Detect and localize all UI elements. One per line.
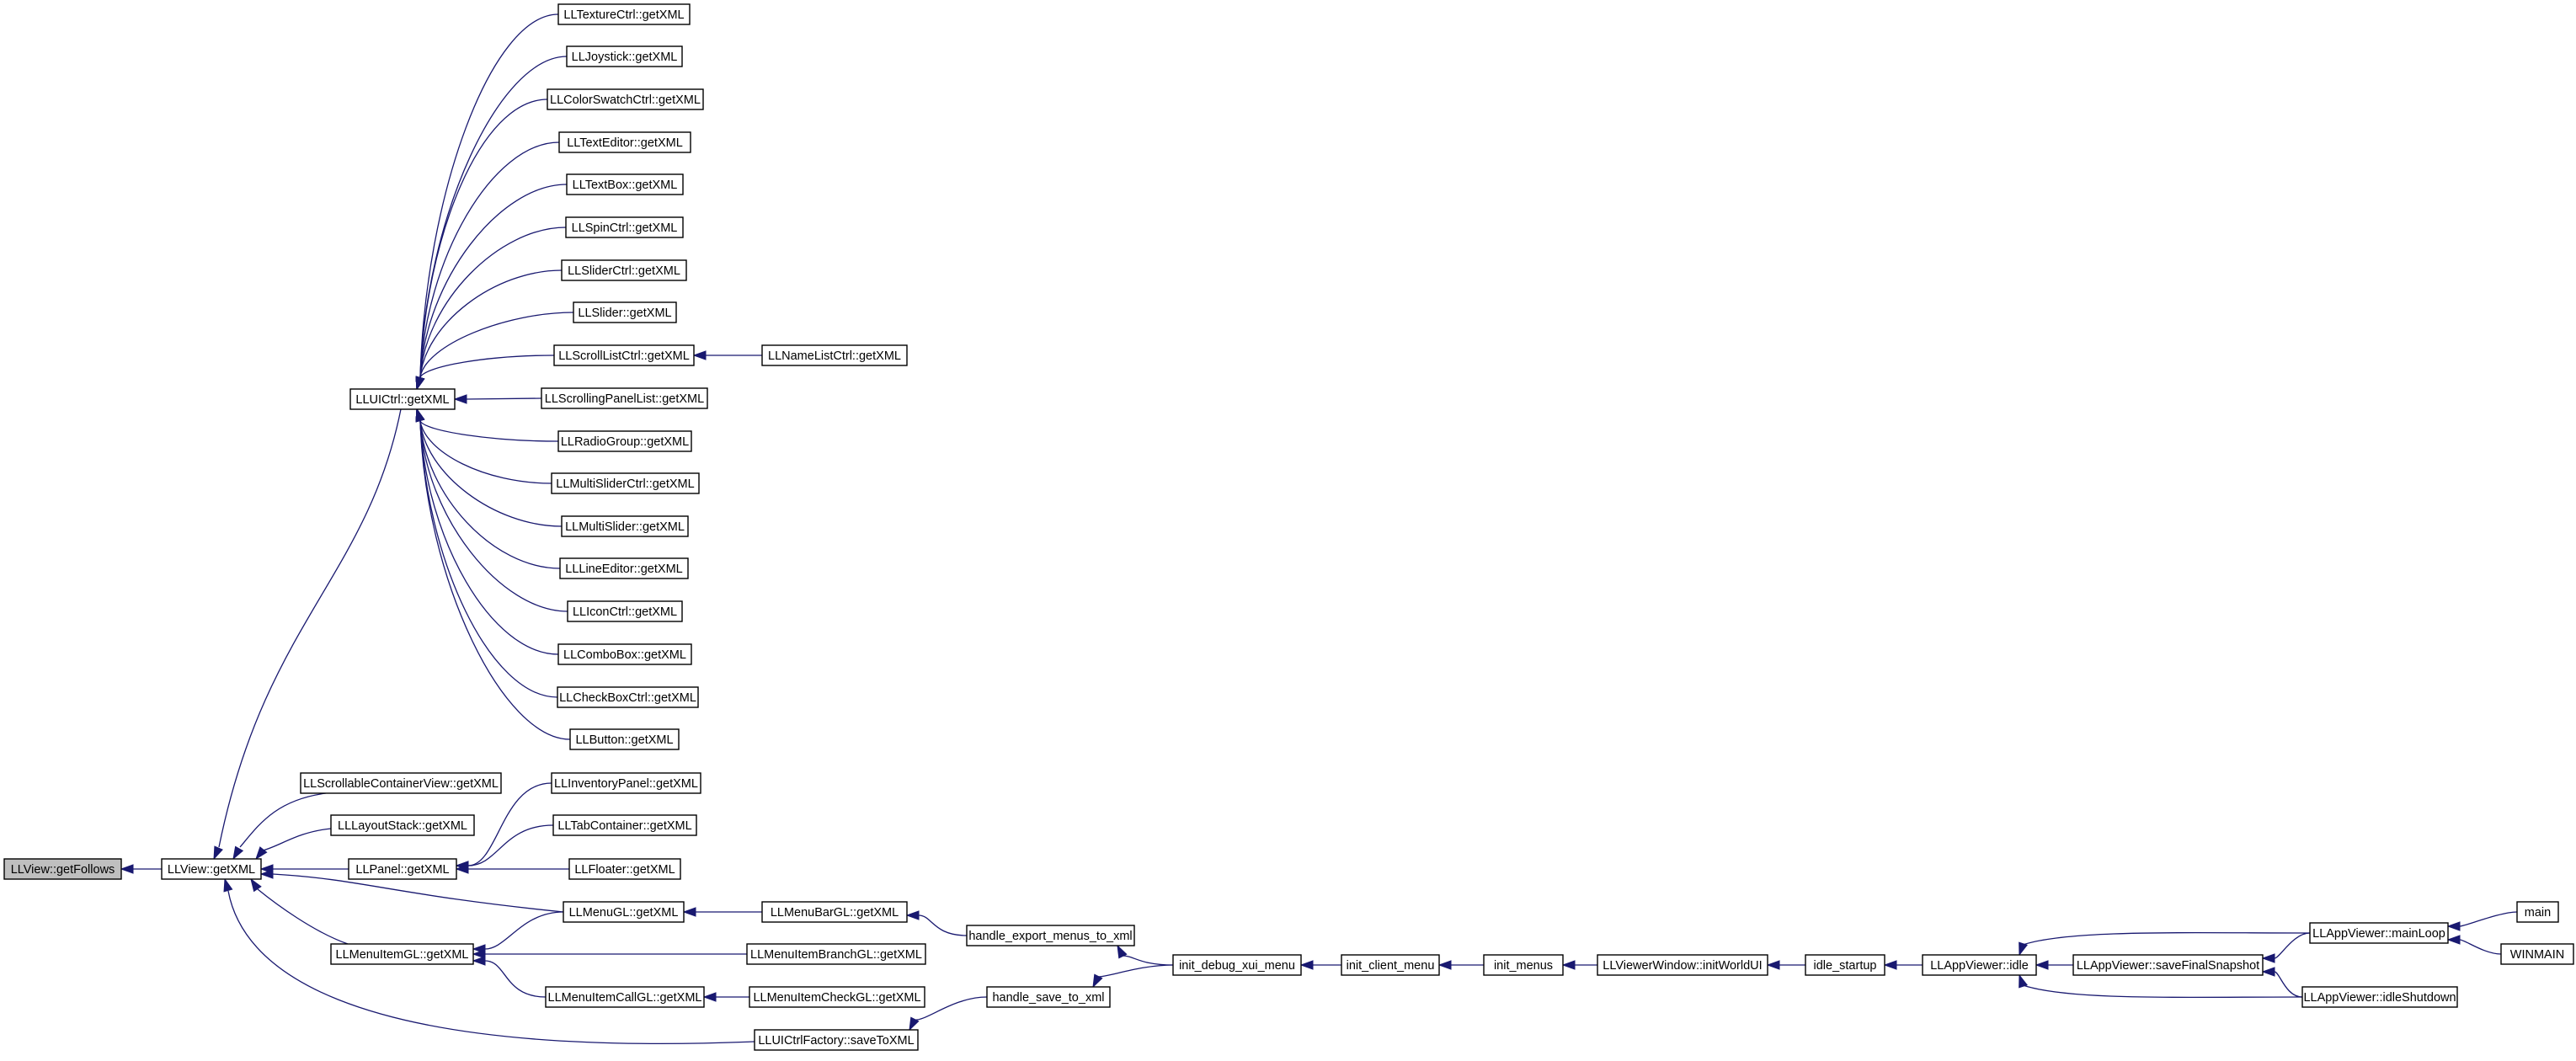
node-uictrl[interactable] [350, 389, 455, 409]
call-edge-namelist-to-scrolllist [694, 351, 762, 360]
call-edge-scrollcontainer-to-viewGetXML [233, 793, 326, 859]
arrowhead [2448, 936, 2460, 944]
call-edge-slider-to-uictrl [416, 312, 573, 389]
node-radiogroup[interactable] [558, 431, 691, 451]
call-edge-menucall-to-menuitemgl [473, 957, 546, 997]
node-exportmenus[interactable] [967, 925, 1134, 946]
node-menubranch[interactable] [747, 944, 925, 964]
call-edge-menugl-to-menuitemgl [473, 912, 563, 953]
node-label: LLTextBox::getXML [572, 179, 678, 192]
node-layoutstack[interactable] [331, 815, 474, 835]
node-label: LLJoystick::getXML [571, 51, 678, 64]
node-label: LLButton::getXML [575, 733, 674, 747]
node-label: LLMultiSlider::getXML [565, 520, 685, 534]
call-edge-radiogroup-to-uictrl [416, 409, 558, 441]
node-inventory[interactable] [552, 773, 701, 793]
node-label: LLAppViewer::idleShutdown [2303, 991, 2456, 1005]
node-label: handle_export_menus_to_xml [968, 930, 1133, 943]
node-winmain[interactable] [2501, 944, 2573, 964]
node-label: main [2524, 906, 2552, 920]
node-label: LLMenuGL::getXML [568, 906, 679, 920]
node-main[interactable] [2517, 902, 2558, 922]
call-edge-scrollpanel-to-uictrl [455, 395, 541, 403]
node-label: idle_startup [1813, 959, 1877, 973]
node-label: LLInventoryPanel::getXML [554, 777, 698, 791]
arrowhead [473, 957, 485, 965]
node-label: LLMenuItemCheckGL::getXML [753, 991, 921, 1005]
node-label: handle_save_to_xml [992, 991, 1105, 1005]
node-label: LLComboBox::getXML [563, 648, 686, 662]
node-label: LLLayoutStack::getXML [338, 819, 467, 833]
call-edge-sliderctrl-to-uictrl [416, 270, 562, 389]
node-label: LLSlider::getXML [578, 307, 672, 320]
arrowhead [416, 376, 424, 389]
node-colorswatch[interactable] [547, 89, 703, 109]
call-edge-menuitemgl-to-viewGetXML [251, 879, 348, 944]
arrowhead [1439, 961, 1451, 969]
call-edge-debugxui-to-savetoxml [1093, 965, 1173, 987]
call-edge-mainloop-to-appidle [2019, 933, 2310, 955]
node-menuitemgl[interactable] [331, 944, 473, 964]
call-edge-layoutstack-to-viewGetXML [256, 829, 331, 859]
call-edge-colorswatch-to-uictrl [416, 99, 547, 389]
node-menucheck[interactable] [749, 987, 925, 1007]
node-appidle[interactable] [1923, 955, 2036, 975]
node-label: LLTextureCtrl::getXML [563, 8, 685, 22]
arrowhead [2263, 954, 2275, 962]
node-floater[interactable] [569, 859, 680, 879]
call-edge-viewGetXML-to-getFollows [121, 865, 162, 873]
node-slider[interactable] [573, 302, 676, 323]
arrowhead [224, 879, 232, 892]
arrowhead [416, 409, 424, 422]
node-idleshutdown[interactable] [2302, 987, 2457, 1007]
arrowhead [214, 846, 222, 859]
node-label: LLMultiSliderCtrl::getXML [556, 477, 695, 491]
node-label: LLMenuBarGL::getXML [770, 906, 899, 920]
node-label: LLMenuItemCallGL::getXML [547, 991, 702, 1005]
node-combobox[interactable] [558, 644, 691, 664]
call-edge-main-to-mainloop [2448, 912, 2517, 930]
arrowhead [907, 911, 919, 920]
arrowhead [2036, 961, 2048, 969]
node-label: WINMAIN [2509, 948, 2565, 962]
arrowhead [251, 879, 261, 891]
node-label: LLAppViewer::idle [1930, 959, 2029, 973]
arrowhead [2263, 968, 2275, 976]
node-spinctrl[interactable] [566, 217, 683, 237]
node-iconctrl[interactable] [568, 601, 682, 621]
node-joystick[interactable] [567, 46, 682, 67]
node-button[interactable] [570, 729, 679, 749]
node-label: LLIconCtrl::getXML [572, 605, 678, 619]
call-edge-winmain-to-mainloop [2448, 936, 2501, 954]
call-edge-menucheck-to-menucall [704, 993, 749, 1001]
node-label: LLTextEditor::getXML [567, 136, 683, 150]
arrowhead [2019, 975, 2027, 988]
node-label: LLScrollableContainerView::getXML [303, 777, 499, 791]
node-label: LLViewerWindow::initWorldUI [1603, 959, 1763, 973]
arrowhead [1563, 961, 1575, 969]
node-label: LLMenuItemGL::getXML [335, 948, 469, 962]
call-edge-idleshutdown-to-finalsnapshot [2263, 968, 2302, 997]
node-label: init_debug_xui_menu [1179, 959, 1295, 973]
arrowhead [684, 908, 696, 916]
call-edge-multislider-to-uictrl [416, 409, 562, 526]
node-debugxui[interactable] [1173, 955, 1301, 975]
node-label: LLUICtrlFactory::saveToXML [758, 1034, 915, 1048]
arrowhead [455, 395, 467, 403]
arrowhead [256, 847, 267, 859]
call-edge-multisliderctrl-to-uictrl [416, 409, 552, 483]
node-lineeditor[interactable] [560, 558, 688, 578]
node-scrollpanel[interactable] [541, 388, 707, 408]
node-label: LLView::getFollows [10, 863, 115, 877]
call-nodes [4, 4, 2573, 1050]
node-label: LLPanel::getXML [355, 863, 450, 877]
node-panel[interactable] [349, 859, 456, 879]
node-multislider[interactable] [562, 516, 688, 536]
arrowhead [2448, 922, 2460, 930]
arrowhead [233, 846, 243, 859]
arrowhead [1768, 961, 1779, 969]
node-initworldui[interactable] [1597, 955, 1768, 975]
node-label: LLMenuItemBranchGL::getXML [750, 948, 922, 962]
arrowhead [1885, 961, 1896, 969]
arrowhead [694, 351, 706, 360]
arrowhead [121, 865, 133, 873]
node-label: LLView::getXML [167, 863, 256, 877]
node-texture[interactable] [558, 4, 690, 24]
call-edge-panel-to-viewGetXML [261, 865, 349, 873]
node-multisliderctrl[interactable] [552, 473, 699, 493]
call-edge-menubar-to-menugl [684, 908, 762, 916]
node-label: LLFloater::getXML [574, 863, 675, 877]
call-edge-debugxui-to-exportmenus [1117, 946, 1173, 965]
node-texteditor[interactable] [559, 132, 691, 152]
node-mainloop[interactable] [2310, 923, 2448, 943]
call-edge-finalsnapshot-to-appidle [2036, 961, 2073, 969]
node-clientmenu[interactable] [1341, 955, 1439, 975]
call-edge-floater-to-panel [456, 865, 569, 873]
call-edges [121, 14, 2517, 1043]
arrowhead [2019, 942, 2027, 955]
call-edge-iconctrl-to-uictrl [416, 409, 568, 611]
call-edge-idlestartup-to-initworldui [1768, 961, 1805, 969]
call-edge-button-to-uictrl [416, 409, 570, 739]
call-edge-exportmenus-to-menubar [907, 911, 967, 936]
call-edge-scrolllist-to-uictrl [416, 355, 554, 389]
node-tabcontainer[interactable] [553, 815, 696, 835]
call-edge-texture-to-uictrl [416, 14, 558, 389]
node-sliderctrl[interactable] [562, 260, 686, 280]
node-savetoxml[interactable] [987, 987, 1110, 1007]
node-scrolllist[interactable] [554, 345, 694, 365]
call-edge-initmenus-to-clientmenu [1439, 961, 1484, 969]
node-menucall[interactable] [546, 987, 704, 1007]
call-edge-combobox-to-uictrl [416, 409, 558, 654]
node-idlestartup[interactable] [1805, 955, 1885, 975]
node-label: LLRadioGroup::getXML [560, 435, 690, 449]
call-edge-menubranch-to-menuitemgl [473, 950, 747, 958]
node-label: init_client_menu [1346, 959, 1435, 973]
node-label: LLTabContainer::getXML [557, 819, 692, 833]
node-viewGetXML[interactable] [162, 859, 261, 879]
node-namelist[interactable] [762, 345, 907, 365]
node-getFollows[interactable] [4, 859, 121, 879]
call-edge-appidle-to-idlestartup [1885, 961, 1923, 969]
call-edge-texteditor-to-uictrl [416, 142, 559, 389]
node-label: LLUICtrl::getXML [355, 393, 450, 407]
node-scrollcontainer[interactable] [301, 773, 501, 793]
node-label: LLColorSwatchCtrl::getXML [550, 93, 701, 107]
call-edge-checkbox-to-uictrl [416, 409, 557, 697]
node-menugl[interactable] [563, 902, 684, 922]
arrowhead [1301, 961, 1313, 969]
node-label: LLAppViewer::mainLoop [2312, 927, 2445, 941]
node-textbox[interactable] [567, 174, 683, 195]
node-menubar[interactable] [762, 902, 907, 922]
call-edge-idleshutdown-to-appidle [2019, 975, 2302, 997]
node-label: LLLineEditor::getXML [565, 562, 683, 576]
node-label: LLSpinCtrl::getXML [571, 221, 678, 235]
node-initmenus[interactable] [1484, 955, 1563, 975]
node-label: LLSliderCtrl::getXML [568, 264, 680, 278]
call-edge-initworldui-to-initmenus [1563, 961, 1597, 969]
node-label: LLNameListCtrl::getXML [768, 349, 901, 363]
node-label: init_menus [1493, 959, 1554, 973]
node-finalsnapshot[interactable] [2073, 955, 2263, 975]
node-label: LLAppViewer::saveFinalSnapshot [2076, 959, 2260, 973]
call-edge-mainloop-to-finalsnapshot [2263, 933, 2310, 962]
node-checkbox[interactable] [557, 687, 698, 707]
arrowhead [704, 993, 716, 1001]
node-label: LLCheckBoxCtrl::getXML [559, 691, 696, 705]
node-factory[interactable] [755, 1030, 918, 1050]
node-label: LLScrollingPanelList::getXML [544, 392, 705, 406]
call-edge-clientmenu-to-debugxui [1301, 961, 1341, 969]
node-label: LLScrollListCtrl::getXML [558, 349, 690, 363]
